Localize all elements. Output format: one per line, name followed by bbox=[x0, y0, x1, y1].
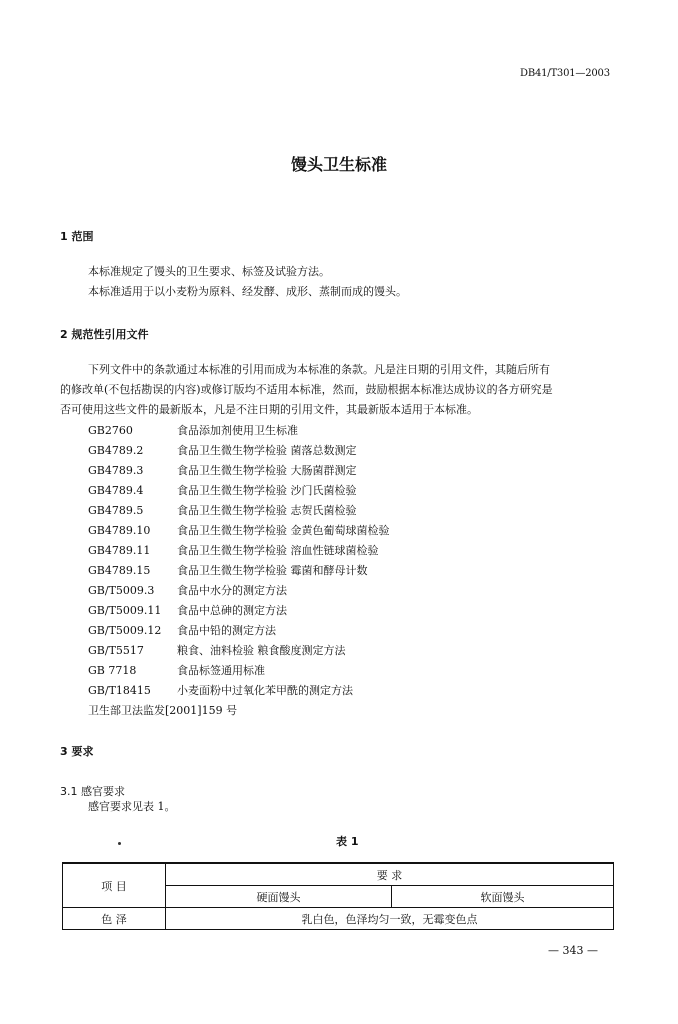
section-2-intro-line-1: 下列文件中的条款通过本标准的引用而成为本标准的条款。凡是注日期的引用文件，其随后所有 bbox=[88, 363, 550, 376]
document-id: DB41/T301—2003 bbox=[520, 68, 610, 79]
section-2-intro-line-2: 的修改单(不包括勘误的内容)或修订版均不适用本标准，然而，鼓励根据本标准达成协议的各方研究是 bbox=[60, 383, 553, 396]
table-1 bbox=[62, 862, 614, 930]
reference-title: 食品中水分的测定方法 bbox=[177, 584, 287, 597]
scan-speck bbox=[118, 842, 121, 845]
section-1-heading: 1 范围 bbox=[60, 230, 94, 243]
reference-code: GB4789.3 bbox=[88, 464, 144, 477]
reference-title: 食品中铅的测定方法 bbox=[177, 624, 276, 637]
reference-title: 食品中总砷的测定方法 bbox=[177, 604, 287, 617]
reference-title: 食品卫生微生物学检验 霉菌和酵母计数 bbox=[177, 564, 368, 577]
reference-title: 粮食、油料检验 粮食酸度测定方法 bbox=[177, 644, 346, 657]
section-2-intro-line-3: 否可使用这些文件的最新版本，凡是不注日期的引用文件，其最新版本适用于本标准。 bbox=[60, 403, 478, 416]
reference-title: 食品卫生微生物学检验 大肠菌群测定 bbox=[177, 464, 357, 477]
reference-title: 食品卫生微生物学检验 溶血性链球菌检验 bbox=[177, 544, 379, 557]
reference-code: GB 7718 bbox=[88, 664, 137, 677]
reference-title: 食品卫生微生物学检验 志贺氏菌检验 bbox=[177, 504, 357, 517]
reference-code: GB/T18415 bbox=[88, 684, 151, 697]
page-number: — 343 — bbox=[548, 944, 598, 957]
reference-code: GB/T5517 bbox=[88, 644, 144, 657]
section-3-1-text: 感官要求见表 1。 bbox=[88, 800, 176, 813]
section-3-1-heading: 3.1 感官要求 bbox=[60, 785, 125, 798]
table-header-hard: 硬面馒头 bbox=[166, 886, 392, 908]
reference-code: GB4789.2 bbox=[88, 444, 144, 457]
section-1-paragraph-1: 本标准规定了馒头的卫生要求、标签及试验方法。 bbox=[88, 265, 330, 278]
reference-code: GB4789.5 bbox=[88, 504, 144, 517]
reference-code: GB4789.10 bbox=[88, 524, 151, 537]
reference-title: 食品添加剂使用卫生标准 bbox=[177, 424, 298, 437]
reference-title: 食品卫生微生物学检验 沙门氏菌检验 bbox=[177, 484, 357, 497]
reference-last: 卫生部卫法监发[2001]159 号 bbox=[88, 704, 238, 717]
table-row-value: 乳白色，色泽均匀一致，无霉变色点 bbox=[166, 908, 614, 930]
section-1-paragraph-2: 本标准适用于以小麦粉为原料、经发酵、成形、蒸制而成的馒头。 bbox=[88, 285, 407, 298]
table-header-item: 项 目 bbox=[63, 863, 166, 908]
page-title: 馒头卫生标准 bbox=[290, 155, 387, 174]
reference-title: 小麦面粉中过氧化苯甲酰的测定方法 bbox=[177, 684, 353, 697]
table-row-label: 色 泽 bbox=[63, 908, 166, 930]
reference-title: 食品标签通用标准 bbox=[177, 664, 265, 677]
reference-title: 食品卫生微生物学检验 金黄色葡萄球菌检验 bbox=[177, 524, 390, 537]
reference-code: GB4789.4 bbox=[88, 484, 144, 497]
reference-code: GB/T5009.11 bbox=[88, 604, 162, 617]
reference-code: GB4789.11 bbox=[88, 544, 151, 557]
reference-code: GB4789.15 bbox=[88, 564, 151, 577]
table-caption: 表 1 bbox=[336, 835, 359, 848]
section-2-heading: 2 规范性引用文件 bbox=[60, 328, 149, 341]
table-header-requirement: 要 求 bbox=[166, 863, 614, 886]
reference-title: 食品卫生微生物学检验 菌落总数测定 bbox=[177, 444, 357, 457]
section-3-heading: 3 要求 bbox=[60, 745, 94, 758]
table-header-soft: 软面馒头 bbox=[392, 886, 614, 908]
reference-code: GB/T5009.3 bbox=[88, 584, 155, 597]
reference-code: GB2760 bbox=[88, 424, 133, 437]
reference-code: GB/T5009.12 bbox=[88, 624, 162, 637]
